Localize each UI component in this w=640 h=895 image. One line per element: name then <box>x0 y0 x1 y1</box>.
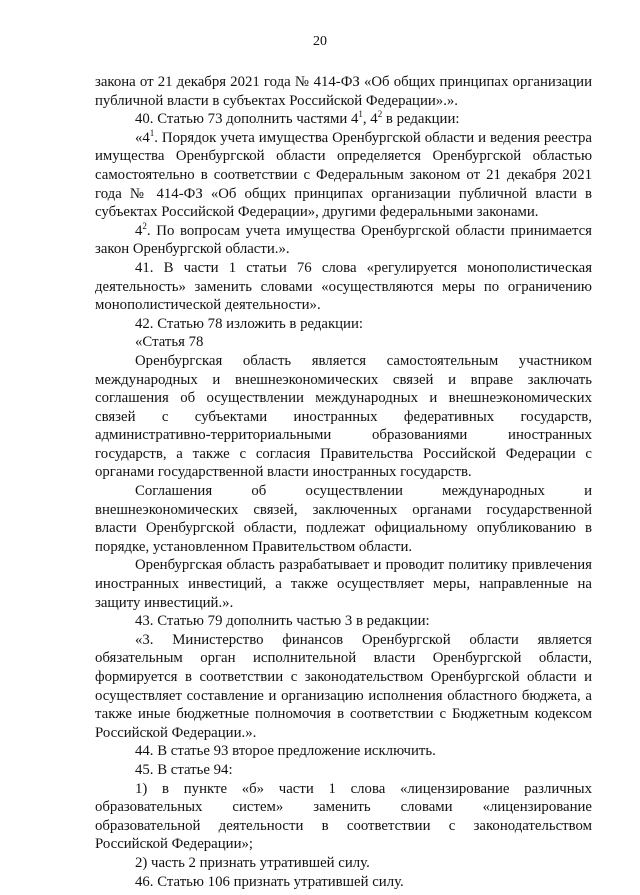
paragraph: «Статья 78 <box>135 334 204 351</box>
paragraph: «$4^1$. Порядок учета имущества Оренбургской области и ведения реестра имущества Оренбургской области определяется Оренбургской областью самостоятельно в соответствии с Федеральным законом от 21 декабря 2021 года № 414-ФЗ «Об общих принципах организации публичной власти в субъектах Российской Федерации», другими федеральными законами. <box>95 127 592 221</box>
document-body <box>95 73 592 891</box>
paragraph: 41. В части 1 статьи 76 слова «регулируется монополистическая деятельность» заменить словами «осуществляются меры по ограничению монополистической деятельности». <box>95 259 592 314</box>
paragraph: Оренбургская область разрабатывает и проводит политику привлечения иностранных инвестиций, а также осуществляет меры, направленные на защиту инвестиций.». <box>95 557 592 611</box>
superscript: 2 <box>142 220 147 231</box>
paragraph: 40. Статью 73 дополнить частями $4^1$, $4^2$ в редакции: <box>135 109 460 128</box>
paragraph: 1) в пункте «б» части 1 слова «лицензирование различных образовательных систем» заменить словами «лицензирование образовательной деятельности в соответствии с законодательством Российской Федерации»; <box>95 780 592 853</box>
paragraph: 2) часть 2 признать утратившей силу. <box>135 854 370 871</box>
paragraph: Соглашения об осуществлении международных и внешнеэкономических связей, заключенных органами государственной власти Оренбургской области, подлежат официальному опубликованию в порядке, установленном Правительством области. <box>95 483 592 555</box>
paragraph: «3. Министерство финансов Оренбургской области является обязательным орган исполнительной власти Оренбургской области, формируется в соответствии с законодательством Оренбургской области и осуществляет составление и организацию исполнения областного бюджета, а также иные бюджетные полномочия в соответствии с Бюджетным кодексом Российской Федерации.». <box>95 631 592 741</box>
paragraph: 45. В статье 94: <box>135 761 233 778</box>
paragraph: закона от 21 декабря 2021 года № 414-ФЗ «Об общих принципах организации публичной власти в субъектах Российской Федерации».». <box>95 74 592 109</box>
paragraph: $4^2$. По вопросам учета имущества Оренбургской области принимается закон Оренбургской области.». <box>95 220 592 258</box>
superscript: 1 <box>358 109 363 120</box>
paragraph: 42. Статью 78 изложить в редакции: <box>135 315 364 332</box>
paragraph: 44. В статье 93 второе предложение исключить. <box>135 743 436 760</box>
superscript: 2 <box>377 109 383 120</box>
paragraph: 46. Статью 106 признать утратившей силу. <box>135 873 404 890</box>
paragraph: Оренбургская область является самостоятельным участником международных и внешнеэкономических связей и вправе заключать соглашения об осуществлении международных и внешнеэкономических связей с субъектами иностранных федеративных государств, административно-территориальными образованиями иностранных государств, а также с согласия Правительства Российской Федерации с органами государственной власти иностранных государств. <box>95 352 592 481</box>
superscript: 1 <box>149 127 155 138</box>
page-number: 20 <box>313 34 327 49</box>
paragraph: 43. Статью 79 дополнить частью 3 в редакции: <box>135 613 430 630</box>
